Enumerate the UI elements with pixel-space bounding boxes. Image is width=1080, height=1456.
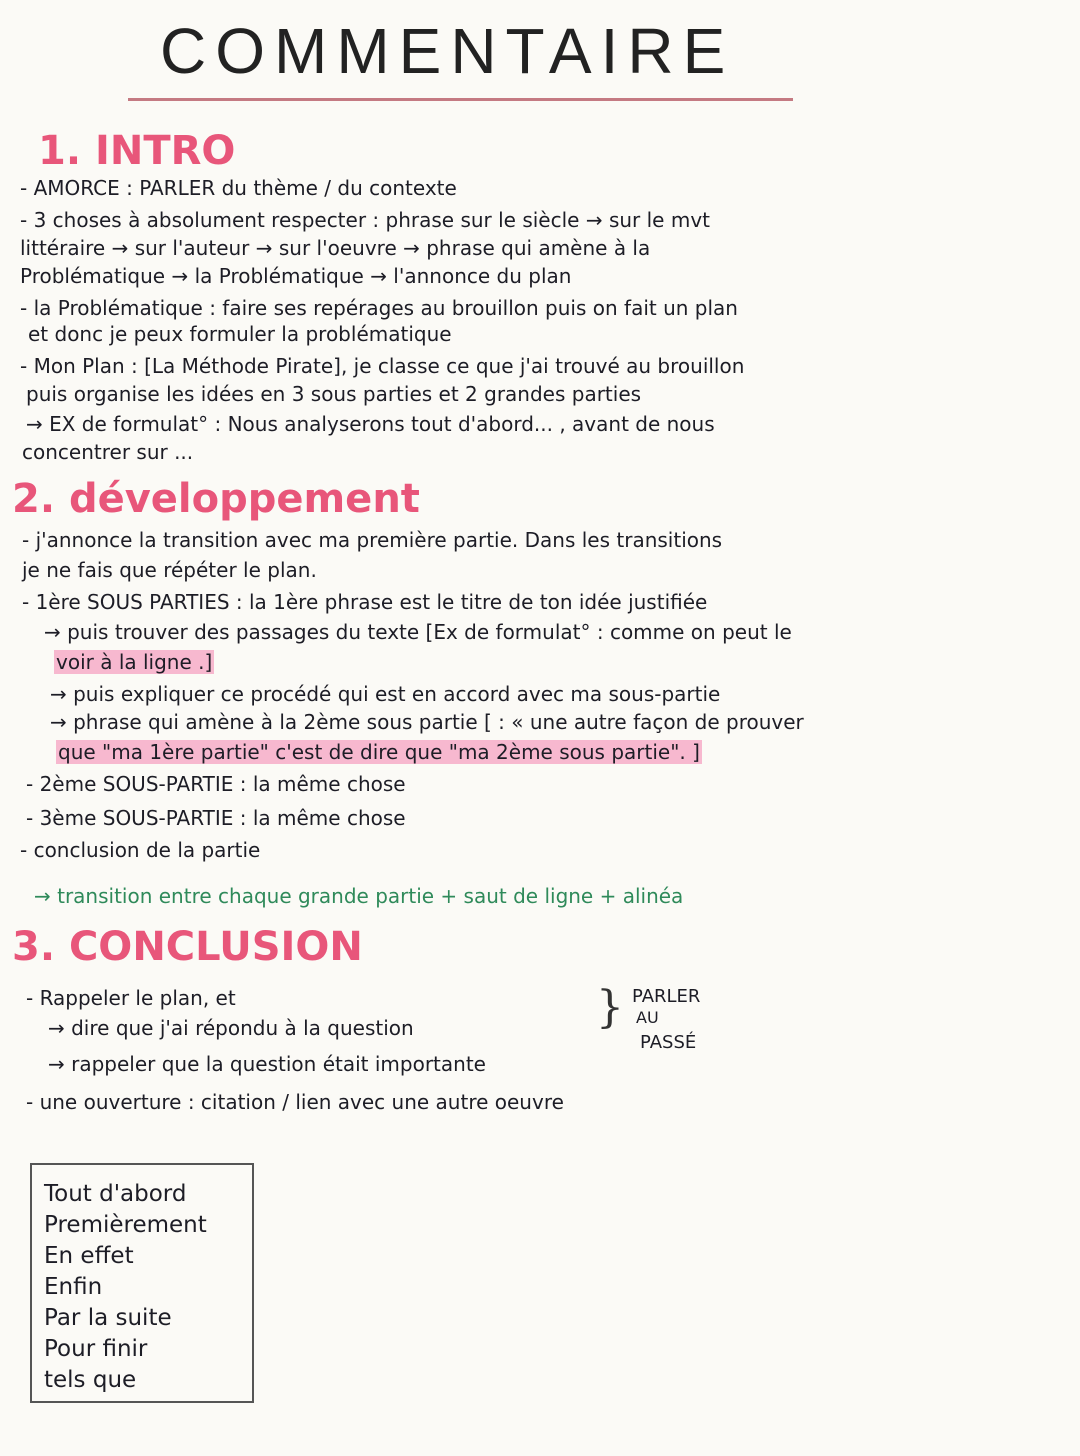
dev-line	[56, 740, 702, 764]
dev-line: - j'annonce la transition avec ma première partie. Dans les transitions	[22, 528, 723, 552]
dev-line: → puis trouver des passages du texte [Ex de formulat° : comme on peut le	[44, 620, 792, 644]
intro-line: concentrer sur ...	[22, 440, 194, 464]
intro-line: littéraire → sur l'auteur → sur l'oeuvre → phrase qui amène à la	[20, 236, 651, 260]
connector-item: Premièrement	[44, 1212, 207, 1238]
conclusion-line: → rappeler que la question était importante	[48, 1052, 486, 1076]
development-heading: 2. développement	[12, 476, 420, 522]
intro-line: - la Problématique : faire ses repérages au brouillon puis on fait un plan	[20, 296, 738, 320]
brace-note: PASSÉ	[640, 1032, 697, 1053]
connector-item: En effet	[44, 1243, 134, 1269]
intro-line: puis organise les idées en 3 sous parties et 2 grandes parties	[26, 382, 642, 406]
connectors-box	[30, 1163, 254, 1403]
page-title: COMMENTAIRE	[160, 15, 735, 87]
connector-item: Par la suite	[44, 1305, 172, 1331]
brace-note: AU	[636, 1008, 659, 1027]
transition-note: → transition entre chaque grande partie + saut de ligne + alinéa	[34, 884, 684, 908]
title-underline	[128, 98, 793, 101]
connector-item: tels que	[44, 1367, 137, 1393]
intro-line: Problématique → la Problématique → l'annonce du plan	[20, 264, 572, 288]
connector-item: Tout d'abord	[44, 1181, 187, 1207]
brace: }	[596, 982, 624, 1033]
intro-line: - AMORCE : PARLER du thème / du contexte	[20, 176, 457, 200]
brace-note: PARLER	[632, 986, 701, 1007]
dev-line: → puis expliquer ce procédé qui est en accord avec ma sous-partie	[50, 682, 721, 706]
connector-item: Pour finir	[44, 1336, 148, 1362]
connector-item: Enfin	[44, 1274, 103, 1300]
intro-line: et donc je peux formuler la problématique	[28, 322, 452, 346]
dev-line: → phrase qui amène à la 2ème sous partie [ : « une autre façon de prouver	[50, 710, 804, 734]
dev-line: - conclusion de la partie	[20, 838, 261, 862]
dev-line	[54, 650, 214, 674]
intro-line: - Mon Plan : [La Méthode Pirate], je classe ce que j'ai trouvé au brouillon	[20, 354, 745, 378]
dev-line: - 1ère SOUS PARTIES : la 1ère phrase est le titre de ton idée justifiée	[22, 590, 708, 614]
dev-line: je ne fais que répéter le plan.	[22, 558, 317, 582]
dev-line: - 3ème SOUS-PARTIE : la même chose	[26, 806, 406, 830]
conclusion-line: → dire que j'ai répondu à la question	[48, 1016, 414, 1040]
dev-line: - 2ème SOUS-PARTIE : la même chose	[26, 772, 406, 796]
intro-line: - 3 choses à absolument respecter : phrase sur le siècle → sur le mvt	[20, 208, 710, 232]
highlight: que "ma 1ère partie" c'est de dire que "ma 2ème sous partie". ]	[58, 740, 700, 764]
conclusion-line: - une ouverture : citation / lien avec une autre oeuvre	[26, 1090, 564, 1114]
intro-heading: 1. INTRO	[38, 128, 236, 174]
intro-line: → EX de formulat° : Nous analyserons tout d'abord... , avant de nous	[26, 412, 715, 436]
conclusion-line: - Rappeler le plan, et	[26, 986, 236, 1010]
highlight: voir à la ligne .]	[56, 650, 213, 674]
conclusion-heading: 3. CONCLUSION	[12, 924, 363, 970]
